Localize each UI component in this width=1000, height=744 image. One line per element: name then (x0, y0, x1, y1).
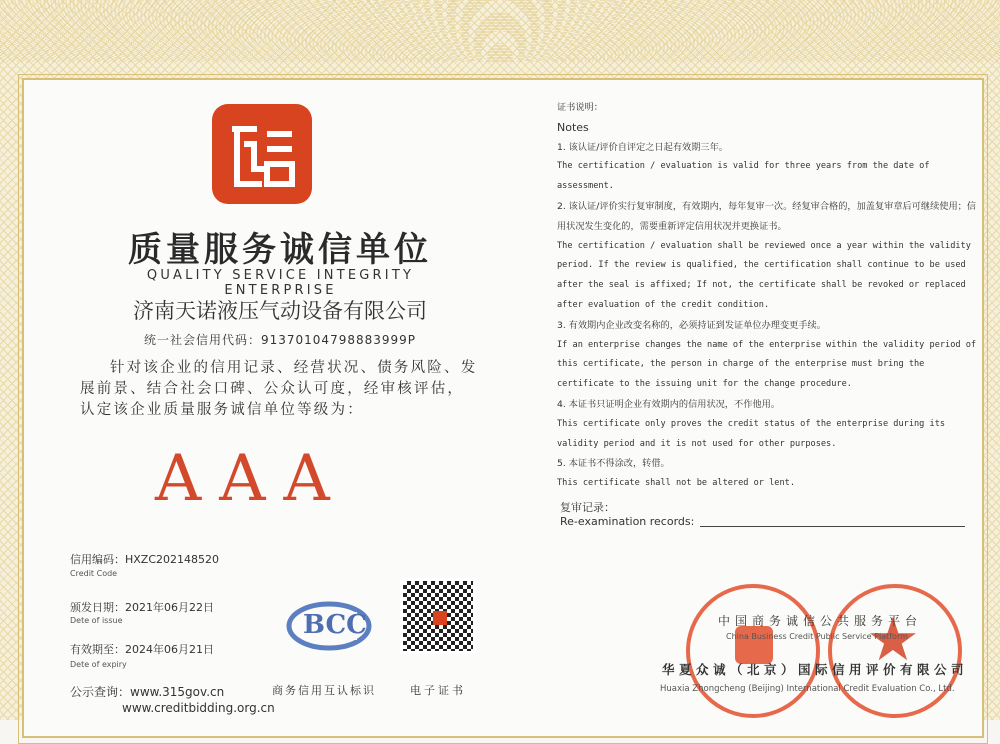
expiry-date-en: Dete of expiry (70, 660, 127, 669)
reexam-label-cn: 复审记录： (560, 501, 615, 514)
note-line: 1. 该认证/评价自评定之日起有效期三年。 (557, 141, 728, 153)
note-line: If an enterprise changes the name of the enterprise within the validity period of this certificate, the person in charge of the enterprise must bring the certificate to the issuing unit for the change procedure. (557, 339, 977, 390)
bcc-caption: 商务信用互认标识 (272, 684, 376, 697)
note-line: 5. 本证书不得涂改，转借。 (557, 458, 670, 470)
query-url: 公示查询：www.315gov.cn (70, 685, 225, 699)
statement-text: 针对该企业的信用记录、经营状况、债务风险、发展前景、结合社会口碑、公众认可度，经审核评估，认定该企业质量服务诚信单位等级为： (80, 360, 478, 418)
issuer-company-cn: 华夏众诚（北京）国际信用评价有限公司 (662, 662, 969, 677)
platform-seal-stamp (686, 584, 820, 718)
note-line: 3. 有效期内企业改变名称的，必须持证到发证单位办理变更手续。 (557, 319, 826, 331)
note-line: This certificate shall not be altered or lent. (557, 478, 795, 489)
notes-heading-en: Notes (557, 120, 589, 134)
bcc-text: BCC (303, 610, 367, 640)
expiry-date: 有效期至：2024年06月21日 (70, 643, 214, 656)
grade-rating: AAA (155, 442, 348, 516)
company-seal-stamp (828, 584, 962, 718)
social-credit-code: 统一社会信用代码：91370104798883999P (143, 333, 417, 347)
qr-logo-icon (433, 611, 447, 625)
notes-section (557, 98, 977, 494)
credit-code-en: Credit Code (70, 569, 118, 578)
issue-date: 颁发日期：2021年06月22日 (70, 601, 214, 614)
issuer-company-en: Huaxia Zhongcheng (Beijing) International Credit Evaluation Co., Ltd. (660, 684, 955, 694)
certificate-title: 质量服务诚信单位 (128, 230, 432, 270)
note-line: 4. 本证书只证明企业有效期内的信用状况，不作他用。 (557, 398, 780, 410)
credit-logo-icon (212, 104, 312, 204)
platform-name-cn: 中国商务诚信公共服务平台 (718, 614, 923, 628)
qr-caption: 电子证书 (410, 684, 466, 697)
query-url-2: www.creditbidding.org.cn (122, 701, 275, 715)
qr-code[interactable] (400, 578, 476, 654)
bcc-logo-icon (285, 594, 375, 656)
note-line: The certification / evaluation shall be reviewed once a year within the validity period. If the review is qualified, the certification shall continue to be used after the seal is affixed; If not, the certificate shall be revoked or replaced after evaluation of the credit condition. (557, 240, 971, 310)
reexam-line (700, 526, 965, 527)
credit-code: 信用编码：HXZC202148520 (70, 553, 220, 566)
star-icon: ★ (866, 605, 920, 675)
company-name: 济南天诺液压气动设备有限公司 (133, 299, 427, 323)
decorative-top-band (0, 0, 1000, 62)
note-line: The certification / evaluation is valid for three years from the date of assessment. (557, 161, 930, 192)
reexam-label-en: Re-examination records: (560, 515, 695, 528)
notes-heading-cn: 证书说明： (557, 102, 603, 113)
platform-name-en: China Business Credit Public Service Platform (726, 632, 908, 641)
note-line: 2. 该认证/评价实行复审制度，有效期内，每年复审一次。经复审合格的，加盖复审章后可继续使用；信用状况发生变化的，需要重新评定信用状况并更换证书。 (557, 200, 977, 232)
issue-date-en: Dete of issue (70, 616, 123, 625)
certificate-subtitle: QUALITY SERVICE INTEGRITY ENTERPRISE (146, 268, 415, 298)
note-line: This certificate only proves the credit status of the enterprise during its validity period and it is not used for other purposes. (557, 418, 946, 449)
